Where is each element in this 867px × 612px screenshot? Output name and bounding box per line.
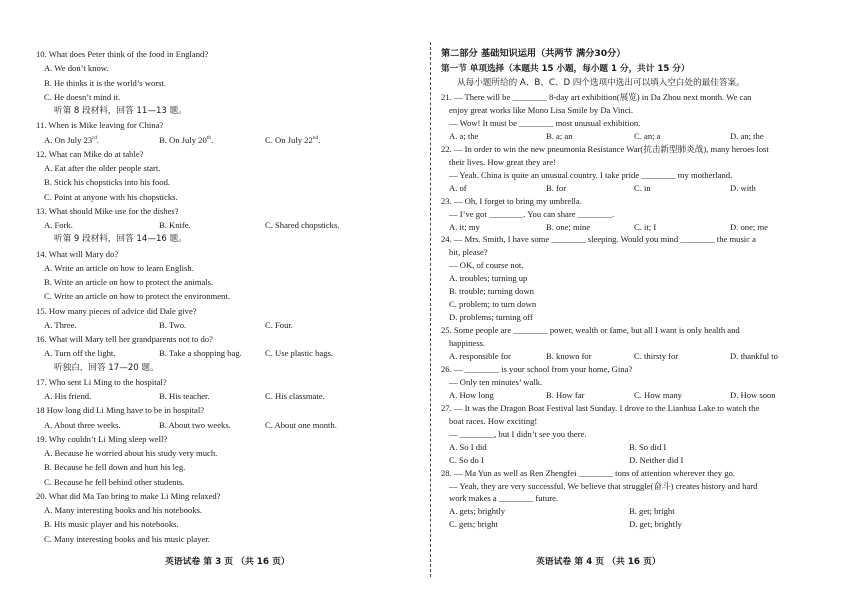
right-option: B. get; bright — [629, 506, 675, 517]
right-line: B. trouble; turning down — [449, 286, 534, 297]
right-question: 25. Some people are ________ power, wealth or fame, but all I want is only health and — [441, 325, 740, 336]
right-question: 23. — Oh, I forget to bring my umbrella. — [441, 195, 582, 206]
left-option: B. His teacher. — [159, 391, 210, 401]
right-line: their lives. How great they are! — [449, 156, 556, 167]
left-question: 20. What did Ma Tao bring to make Li Ming relaxed? — [36, 490, 221, 501]
part-title: 第二部分 基础知识运用（共两节 满分30分） — [441, 48, 626, 59]
right-line: — I’ve got ________. You can share ________. — [449, 208, 615, 219]
right-option: D. with — [730, 182, 756, 193]
left-question: 15. How many pieces of advice did Dale give? — [36, 305, 197, 316]
left-option: C. About one month. — [265, 419, 337, 430]
left-line: A. We don’t know. — [44, 63, 109, 74]
right-option: B. a; an — [546, 130, 573, 141]
left-line: C. Many interesting books and his music player. — [44, 533, 210, 544]
left-line: A. Eat after the older people start. — [44, 163, 161, 173]
right-option: D. one; me — [730, 221, 768, 232]
right-option: A. it; my — [449, 221, 480, 232]
left-line: A. Many interesting books and his notebooks. — [44, 505, 203, 515]
left-option: C. His classmate. — [265, 391, 325, 401]
left-line: B. Stick his chopsticks into his food. — [44, 177, 171, 188]
right-option: D. Neither did I — [629, 454, 684, 465]
right-line: enjoy great works like Mono Lisa Smile by Da Vinci. — [449, 104, 634, 115]
left-option: C. Use plastic bags. — [265, 348, 334, 359]
right-page-footer: 英语试卷 第 4 页 （共 16 页） — [536, 557, 661, 567]
right-option: C. in — [634, 182, 651, 193]
right-option: D. get; brightly — [629, 519, 682, 530]
left-listening-note: 听第 8 段材料，回答 11—13 题。 — [54, 106, 187, 116]
left-option: B. Knife. — [159, 220, 191, 230]
right-line: bit, please? — [449, 247, 488, 258]
left-line: B. He thinks it is the world’s worst. — [44, 77, 166, 88]
right-option: C. an; a — [634, 130, 661, 141]
right-question: 21. — There will be ________ 8-day art exhibition(展览) in Da Zhou next month. We can — [441, 92, 752, 102]
right-line: C. problem; to turn down — [449, 299, 537, 310]
right-line: work makes a ________ future. — [449, 493, 559, 504]
right-option: A. of — [449, 182, 467, 193]
right-option: C. So do I — [449, 454, 484, 465]
right-option: C. thirsty for — [634, 351, 679, 361]
right-line: boat races. How exciting! — [449, 415, 538, 426]
right-line: — Wow! It must be ________ most unusual exhibition. — [449, 117, 641, 128]
right-line: happiness. — [449, 338, 486, 349]
right-option: A. responsible for — [449, 351, 511, 361]
right-question: 24. — Mrs. Smith, I have some ________ sleeping. Would you mind ________ the music a — [441, 234, 756, 245]
left-question: 12. What can Mike do at table? — [36, 148, 144, 159]
left-line: B. His music player and his notebooks. — [44, 519, 179, 530]
left-option: A. Turn off the light. — [44, 348, 116, 359]
right-line: — Only ten minutes’ walk. — [449, 376, 543, 387]
right-line: D. problems; turning off — [449, 312, 533, 323]
section-title: 第一节 单项选择（本题共 15 小题，每小题 1 分，共计 15 分） — [441, 64, 690, 74]
left-line: B. Because he fell down and hurt his leg. — [44, 462, 186, 473]
left-line: C. Write an article on how to protect the environment. — [44, 291, 230, 302]
right-option: B. So did I — [629, 441, 667, 452]
left-question: 16. What will Mary tell her grandparents not to do? — [36, 334, 213, 344]
left-question: 13. What should Mike use for the dishes? — [36, 205, 179, 216]
left-question: 11. When is Mike leaving for China? — [36, 120, 164, 131]
left-option: B. On July 20th. — [159, 134, 214, 145]
right-line: — OK, of course not. — [449, 260, 524, 271]
right-question: 26. — ________ is your school from your home, Gina? — [441, 363, 633, 374]
left-line: B. Write an article on how to protect the animals. — [44, 277, 214, 287]
right-option: B. How far — [546, 389, 585, 400]
left-option: B. Take a shopping bag. — [159, 348, 242, 359]
left-question: 10. What does Peter think of the food in England? — [36, 49, 209, 59]
left-option: B. About two weeks. — [159, 419, 231, 430]
right-option: A. How long — [449, 389, 494, 400]
left-question: 18 How long did Li Ming have to be in hospital? — [36, 405, 205, 416]
right-question: 27. — It was the Dragon Boat Festival last Sunday. I drove to the Lianhua Lake to watch the — [441, 402, 760, 413]
left-page-footer: 英语试卷 第 3 页 （共 16 页） — [165, 557, 290, 567]
right-line: — Yeah, they are very successful. We believe that struggle(奋斗) creates history and hard — [449, 480, 758, 491]
right-option: D. an; the — [730, 130, 764, 141]
left-option: A. Fork. — [44, 220, 73, 230]
left-question: 14. What will Mary do? — [36, 248, 119, 259]
page-divider — [430, 42, 431, 577]
left-option: A. His friend. — [44, 391, 92, 401]
left-line: A. Write an article on how to learn English. — [44, 262, 194, 273]
right-option: D. thankful to — [730, 351, 778, 361]
right-option: B. known for — [546, 351, 592, 361]
left-listening-note: 听独白，回答 17—20 题。 — [54, 362, 159, 373]
left-question: 17. Who sent Li Ming to the hospital? — [36, 376, 167, 387]
left-option: B. Two. — [159, 319, 187, 330]
right-option: C. gets; bright — [449, 519, 498, 530]
right-option: C. it; I — [634, 221, 657, 232]
left-option: C. Four. — [265, 319, 293, 330]
left-listening-note: 听第 9 段材料，回答 14—16 题。 — [54, 234, 187, 245]
right-line: — Yeah. China is quite an unusual country. I take pride ________ my motherland. — [449, 169, 733, 180]
left-option: A. On July 23rd. — [44, 134, 99, 145]
left-option: A. About three weeks. — [44, 419, 121, 430]
right-option: A. a; the — [449, 130, 479, 141]
right-line: — ________, but I didn’t see you there. — [449, 428, 587, 439]
right-option: A. So I did — [449, 441, 487, 452]
instruction-text: 从每小题所给的 A、B、C、D 四个选项中选出可以填入空白处的最佳答案。 — [457, 78, 745, 88]
left-option: C. Shared chopsticks. — [265, 220, 340, 230]
right-question: 22. — In order to win the new pneumonia Resistance War(抗击新型肺炎战), many heroes lost — [441, 143, 769, 154]
left-line: C. Because he fell behind other students. — [44, 476, 185, 487]
left-line: C. He doesn’t mind it. — [44, 91, 121, 102]
right-option: A. gets; brightly — [449, 506, 506, 517]
right-option: D. How soon — [730, 389, 776, 400]
left-line: C. Point at anyone with his chopsticks. — [44, 191, 178, 202]
right-option: B. for — [546, 182, 567, 193]
right-question: 28. — Ma Yun as well as Ren Zhengfei ________ tons of attention wherever they go. — [441, 467, 735, 478]
left-option: A. Three. — [44, 319, 77, 330]
right-option: C. How many — [634, 389, 682, 400]
right-line: A. troubles; turning up — [449, 273, 528, 284]
left-line: A. Because he worried about his study very much. — [44, 448, 218, 458]
right-option: B. one; mine — [546, 221, 591, 232]
left-option: C. On July 22nd. — [265, 134, 321, 145]
left-question: 19. Why couldn’t Li Ming sleep well? — [36, 433, 168, 444]
